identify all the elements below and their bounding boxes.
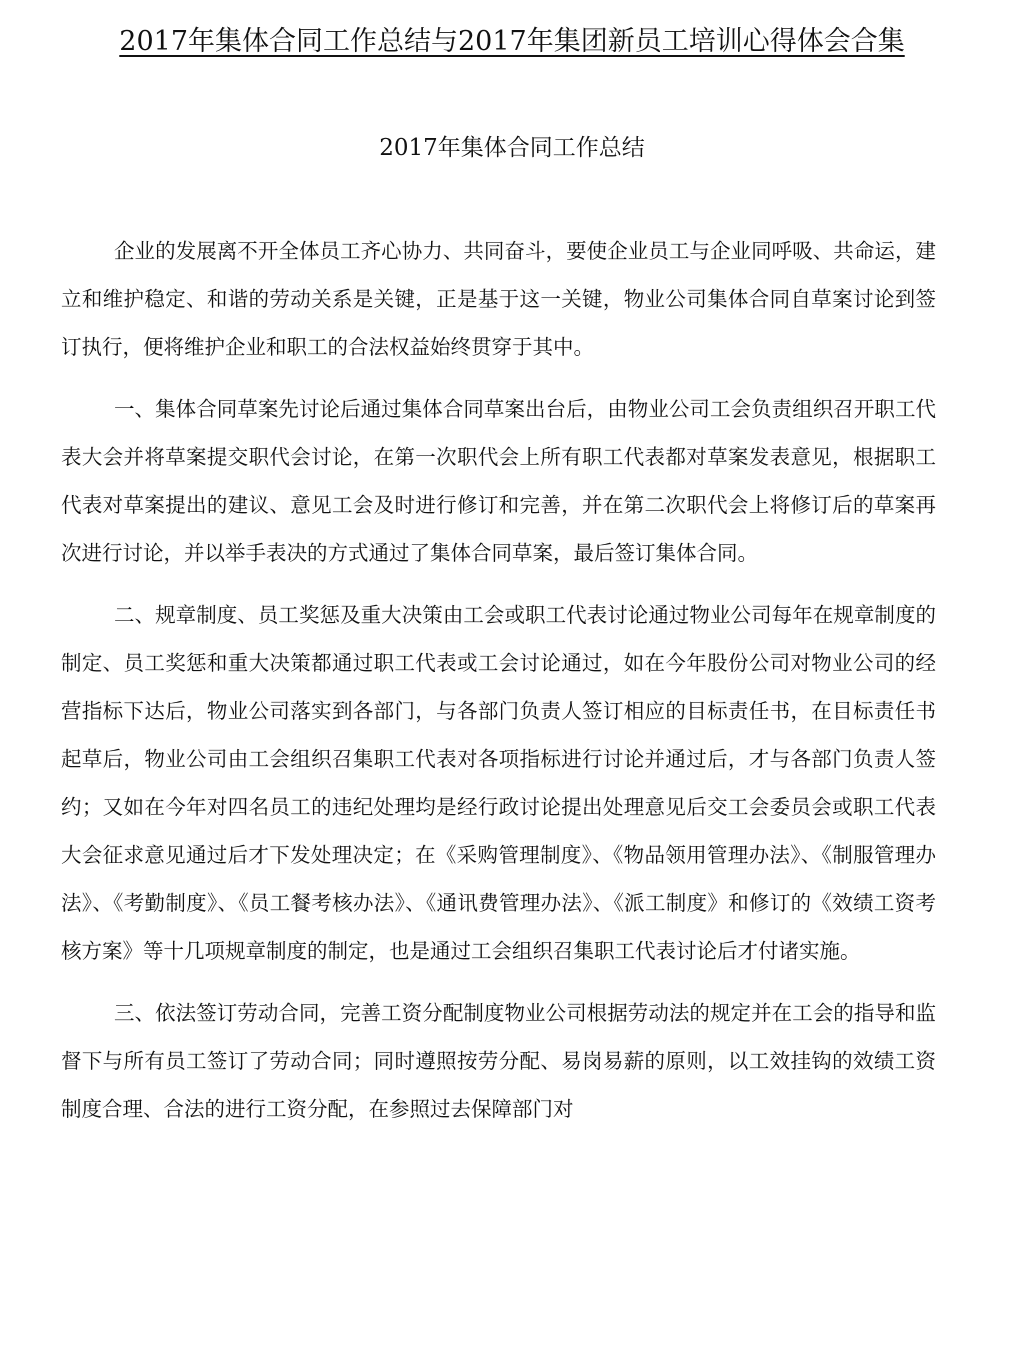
paragraph-intro: 企业的发展离不开全体员工齐心协力、共同奋斗，要使企业员工与企业同呼吸、共命运，建立和维护稳定、和谐的劳动关系是关键，正是基于这一关键，物业公司集体合同自草案讨论到签订执行，便将维护企业和职工的合法权益始终贯穿于其中。 [61, 239, 936, 359]
paragraph-section-2: 二、规章制度、员工奖惩及重大决策由工会或职工代表讨论通过物业公司每年在规章制度的制定、员工奖惩和重大决策都通过职工代表或工会讨论通过，如在今年股份公司对物业公司的经营指标下达后，物业公司落实到各部门，与各部门负责人签订相应的目标责任书，在目标责任书起草后，物业公司由工会组织召集职工代表对各项指标进行讨论并通过后，才与各部门负责人签约；又如在今年对四名员工的违纪处理均是经行政讨论提出处理意见后交工会委员会或职工代表大会征求意见通过后才下发处理决定；在《采购管理制度》、《物品领用管理办法》、《制服管理办法》、《考勤制度》、《员工餐考核办法》、《通讯费管理办法》、《派工制度》和修订的《效绩工资考核方案》等十几项规章制度的制定，也是通过工会组织召集职工代表讨论后才付诸实施。 [61, 603, 936, 963]
section-title: 2017年集体合同工作总结 [379, 135, 645, 161]
paragraph-section-3: 三、依法签订劳动合同，完善工资分配制度物业公司根据劳动法的规定并在工会的指导和监督下与所有员工签订了劳动合同；同时遵照按劳分配、易岗易薪的原则，以工效挂钩的效绩工资制度合理、合法的进行工资分配，在参照过去保障部门对 [61, 1001, 936, 1121]
document-title: 2017年集体合同工作总结与2017年集团新员工培训心得体会合集 [119, 26, 905, 57]
document-body [61, 227, 936, 1147]
paragraph-section-1: 一、集体合同草案先讨论后通过集体合同草案出台后，由物业公司工会负责组织召开职工代表大会并将草案提交职代会讨论，在第一次职代会上所有职工代表都对草案发表意见，根据职工代表对草案提出的建议、意见工会及时进行修订和完善，并在第二次职代会上将修订后的草案再次进行讨论，并以举手表决的方式通过了集体合同草案，最后签订集体合同。 [61, 397, 936, 565]
